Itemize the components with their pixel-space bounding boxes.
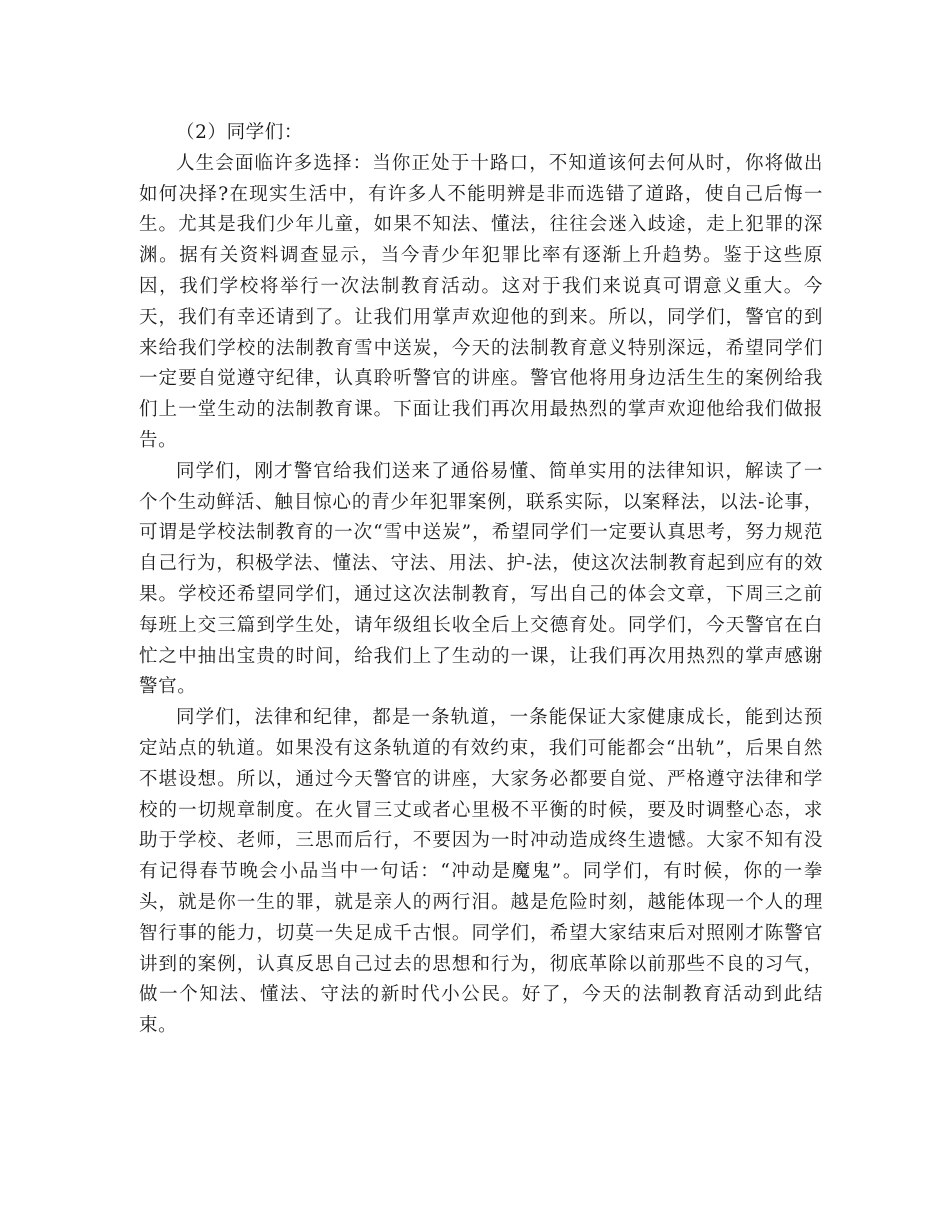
paragraph-summary: 同学们，刚才警官给我们送来了通俗易懂、简单实用的法律知识，解读了一个个生动鲜活、触目惊心的青少年犯罪案例，联系实际，以案释法，以法-论事，可谓是学校法制教育的一次“雪中送炭”，希望同学们一定要认真思考，努力规范自己行为，积极学法、懂法、守法、用法、护-法，使这次法制教育起到应有的效果。学校还希望同学们，通过这次法制教育，写出自己的体会文章，下周三之前每班上交三篇到学生处，请年级组长收全后上交德育处。同学们，今天警官在白忙之中抽出宝贵的时间，给我们上了生动的一课，让我们再次用热烈的掌声感谢警官。 — [139, 460, 823, 698]
paragraph-intro: 人生会面临许多选择：当你正处于十路口，不知道该何去何从时，你将做出如何决择?在现实生活中，有许多人不能明辨是非而选错了道路，使自己后悔一生。尤其是我们少年儿童，如果不知法、懂法，往往会迷入歧途，走上犯罪的深渊。据有关资料调查显示，当今青少年犯罪比率有逐渐上升趋势。鉴于这些原因，我们学校将举行一次法制教育活动。这对于我们来说真可谓意义重大。今天，我们有幸还请到了。让我们用掌声欢迎他的到来。所以，同学们，警官的到来给我们学校的法制教育雪中送炭，今天的法制教育意义特别深远，希望同学们一定要自觉遵守纪律，认真聆听警官的讲座。警官他将用身边活生生的案例给我们上一堂生动的法制教育课。下面让我们再次用最热烈的掌声欢迎他给我们做报告。 — [139, 152, 823, 451]
paragraph-closing: 同学们，法律和纪律，都是一条轨道，一条能保证大家健康成长，能到达预定站点的轨道。如果没有这条轨道的有效约束，我们可能都会“出轨”，后果自然不堪设想。所以，通过今天警官的讲座，大家务必都要自觉、严格遵守法律和学校的一切规章制度。在火冒三丈或者心里极不平衡的时候，要及时调整心态，求助于学校、老师，三思而后行，不要因为一时冲动造成终生遗憾。大家不知有没有记得春节晚会小品当中一句话：“冲动是魔鬼”。同学们，有时候，你的一拳头，就是你一生的罪，就是亲人的两行泪。越是危险时刻，越能体现一个人的理智行事的能力，切莫一失足成千古恨。同学们，希望大家结束后对照刚才陈警官讲到的案例，认真反思自己过去的思想和行为，彻底革除以前那些不良的习气，做一个知法、懂法、守法的新时代小公民。好了，今天的法制教育活动到此结束。 — [139, 707, 823, 1037]
document-body — [139, 118, 823, 1042]
section-heading: （2）同学们： — [176, 122, 303, 143]
